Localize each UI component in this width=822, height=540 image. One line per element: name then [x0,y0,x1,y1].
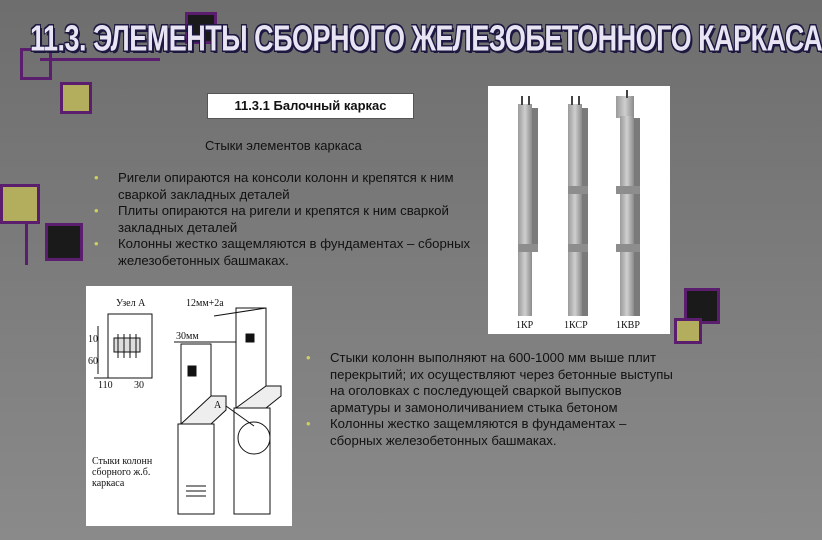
deco-square [674,318,702,344]
list-item: • Колонны жестко защемляются в фундаментах – сборных железобетонных башмаках. [306,416,676,449]
drawing-label-dimension: 12мм+2а [186,298,224,309]
bullet-list-bottom [306,350,676,449]
list-item: • Колонны жестко защемляются в фундаментах – сборных железобетонных башмаках. [94,236,494,269]
drawing-dim-60: 60 [88,356,98,367]
drawing-dim-110: 110 [98,380,113,391]
deco-square [45,223,83,261]
deco-square [0,184,40,224]
bullet-list-top [94,170,494,269]
deco-square [60,82,92,114]
drawing-dim-10: 10 [88,334,98,345]
drawing-dim-30: 30 [134,380,144,391]
drawing-caption: Стыки колонн сборного ж.б. каркаса [92,456,153,489]
column-joint-drawing [86,286,292,526]
columns-photo [488,86,670,334]
page-title: 11.3. ЭЛЕМЕНТЫ СБОРНОГО ЖЕЛЕЗОБЕТОННОГО КАРКАСА [30,18,822,59]
column-label: 1КР [516,320,534,331]
drawing-label-a: А [214,400,222,411]
column-2 [568,96,588,316]
drawing-label-node: Узел А [116,298,146,309]
column-1 [518,96,538,316]
section-heading: 11.3.1 Балочный каркас [207,93,414,119]
column-3 [616,90,640,316]
list-item: • Стыки колонн выполняют на 600-1000 мм выше плит перекрытий; их осуществляют через бетонные выступы на оголовках с последующей сваркой выпусков арматуры и замоноличиванием стыка бетоном [306,350,676,416]
column-label: 1КВР [616,320,640,331]
list-item: • Плиты опираются на ригели и крепятся к ним сваркой закладных деталей [94,203,494,236]
subsection-title: Стыки элементов каркаса [205,138,362,153]
list-item: • Ригели опираются на консоли колонн и крепятся к ним сваркой закладных деталей [94,170,494,203]
drawing-label-dimension: 30мм [176,331,199,342]
column-label: 1КСР [564,320,588,331]
